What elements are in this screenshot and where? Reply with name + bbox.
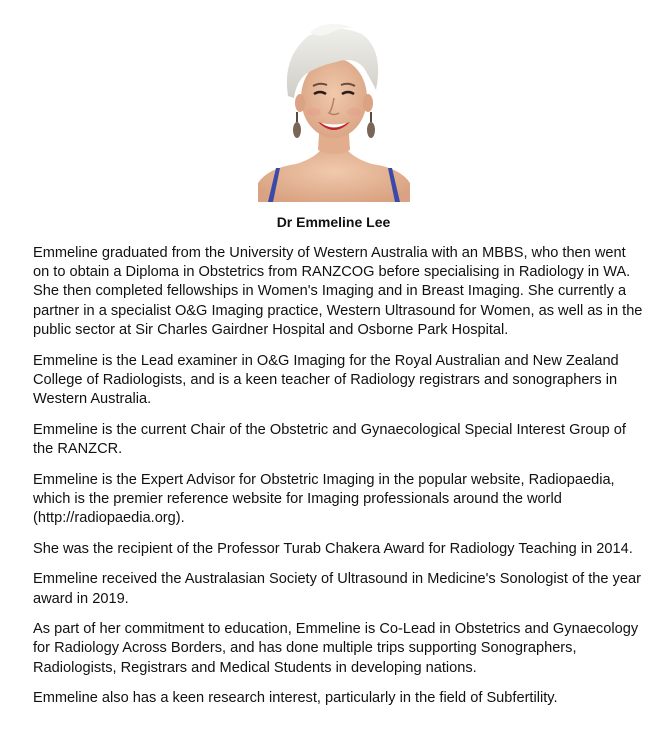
portrait-illustration bbox=[258, 18, 410, 202]
bio-paragraph: She was the recipient of the Professor Turab Chakera Award for Radiology Teaching in 2014. bbox=[33, 540, 633, 557]
bio-paragraph: Emmeline is the Expert Advisor for Obstetric Imaging in the popular website, Radiopaedia, which is the premier reference website for Imaging professionals around the world (http://radiopaedia.org). bbox=[33, 471, 615, 526]
biography bbox=[33, 244, 645, 720]
bio-paragraph: Emmeline is the current Chair of the Obstetric and Gynaecological Special Interest Group of the RANZCR. bbox=[33, 421, 626, 457]
profile-name: Dr Emmeline Lee bbox=[276, 214, 391, 230]
bio-paragraph: Emmeline is the Lead examiner in O&G Imaging for the Royal Australian and New Zealand College of Radiologists, and is a keen teacher of Radiology registrars and sonographers in Western Australia. bbox=[33, 352, 619, 407]
bio-paragraph: As part of her commitment to education, Emmeline is Co-Lead in Obstetrics and Gynaecology for Radiology Across Borders, and has done multiple trips supporting Sonographers, Radiologists, Registrars and Medical Students in developing nations. bbox=[33, 621, 639, 676]
bio-paragraph: Emmeline received the Australasian Society of Ultrasound in Medicine's Sonologist of the year award in 2019. bbox=[33, 571, 641, 607]
bio-paragraph: Emmeline graduated from the University of Western Australia with an MBBS, who then went on to obtain a Diploma in Obstetrics from RANZCOG before specialising in Radiology in WA. She then completed fellowships in Women's Imaging and in Breast Imaging. She currently a partner in a specialist O&G Imaging practice, Western Ultrasound for Women, as well as in the public sector at Sir Charles Gairdner Hospital and Osborne Park Hospital. bbox=[33, 245, 643, 338]
bio-paragraph: Emmeline also has a keen research interest, particularly in the field of Subfertility. bbox=[33, 690, 558, 707]
portrait-photo bbox=[258, 18, 410, 202]
